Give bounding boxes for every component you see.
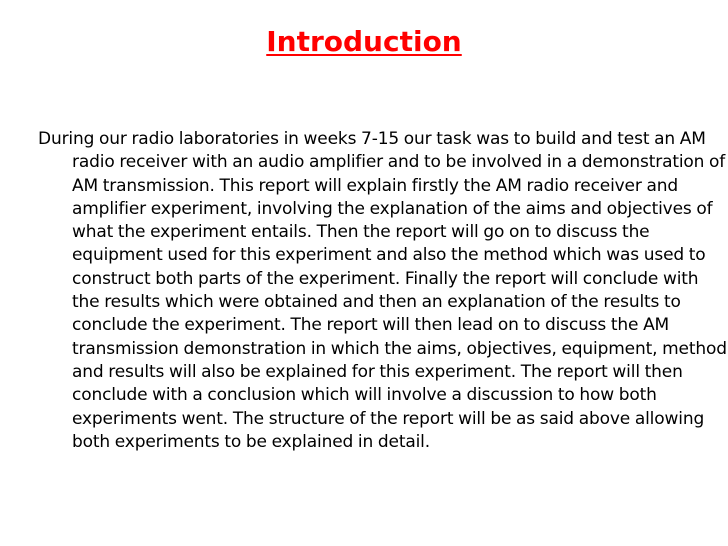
slide-title: Introduction	[266, 25, 462, 58]
intro-paragraph: During our radio laboratories in weeks 7-15 our task was to build and test an AM radio receiver with an audio amplifier and to be involved in a demonstration of AM transmission. This report will explain firstly the AM radio receiver and amplifier experiment, involving the explanation of the aims and objectives of what the experiment entails. Then the report will go on to discuss the equipment used for this experiment and also the method which was used to construct both parts of the experiment. Finally the report will conclude with the results which were obtained and then an explanation of the results to conclude the experiment. The report will then lead on to discuss the AM transmission demonstration in which the aims, objectives, equipment, method and results will also be explained for this experiment. The report will then conclude with a conclusion which will involve a discussion to how both experiments went. The structure of the report will be as said above allowing both experiments to be explained in detail.	[38, 129, 727, 452]
